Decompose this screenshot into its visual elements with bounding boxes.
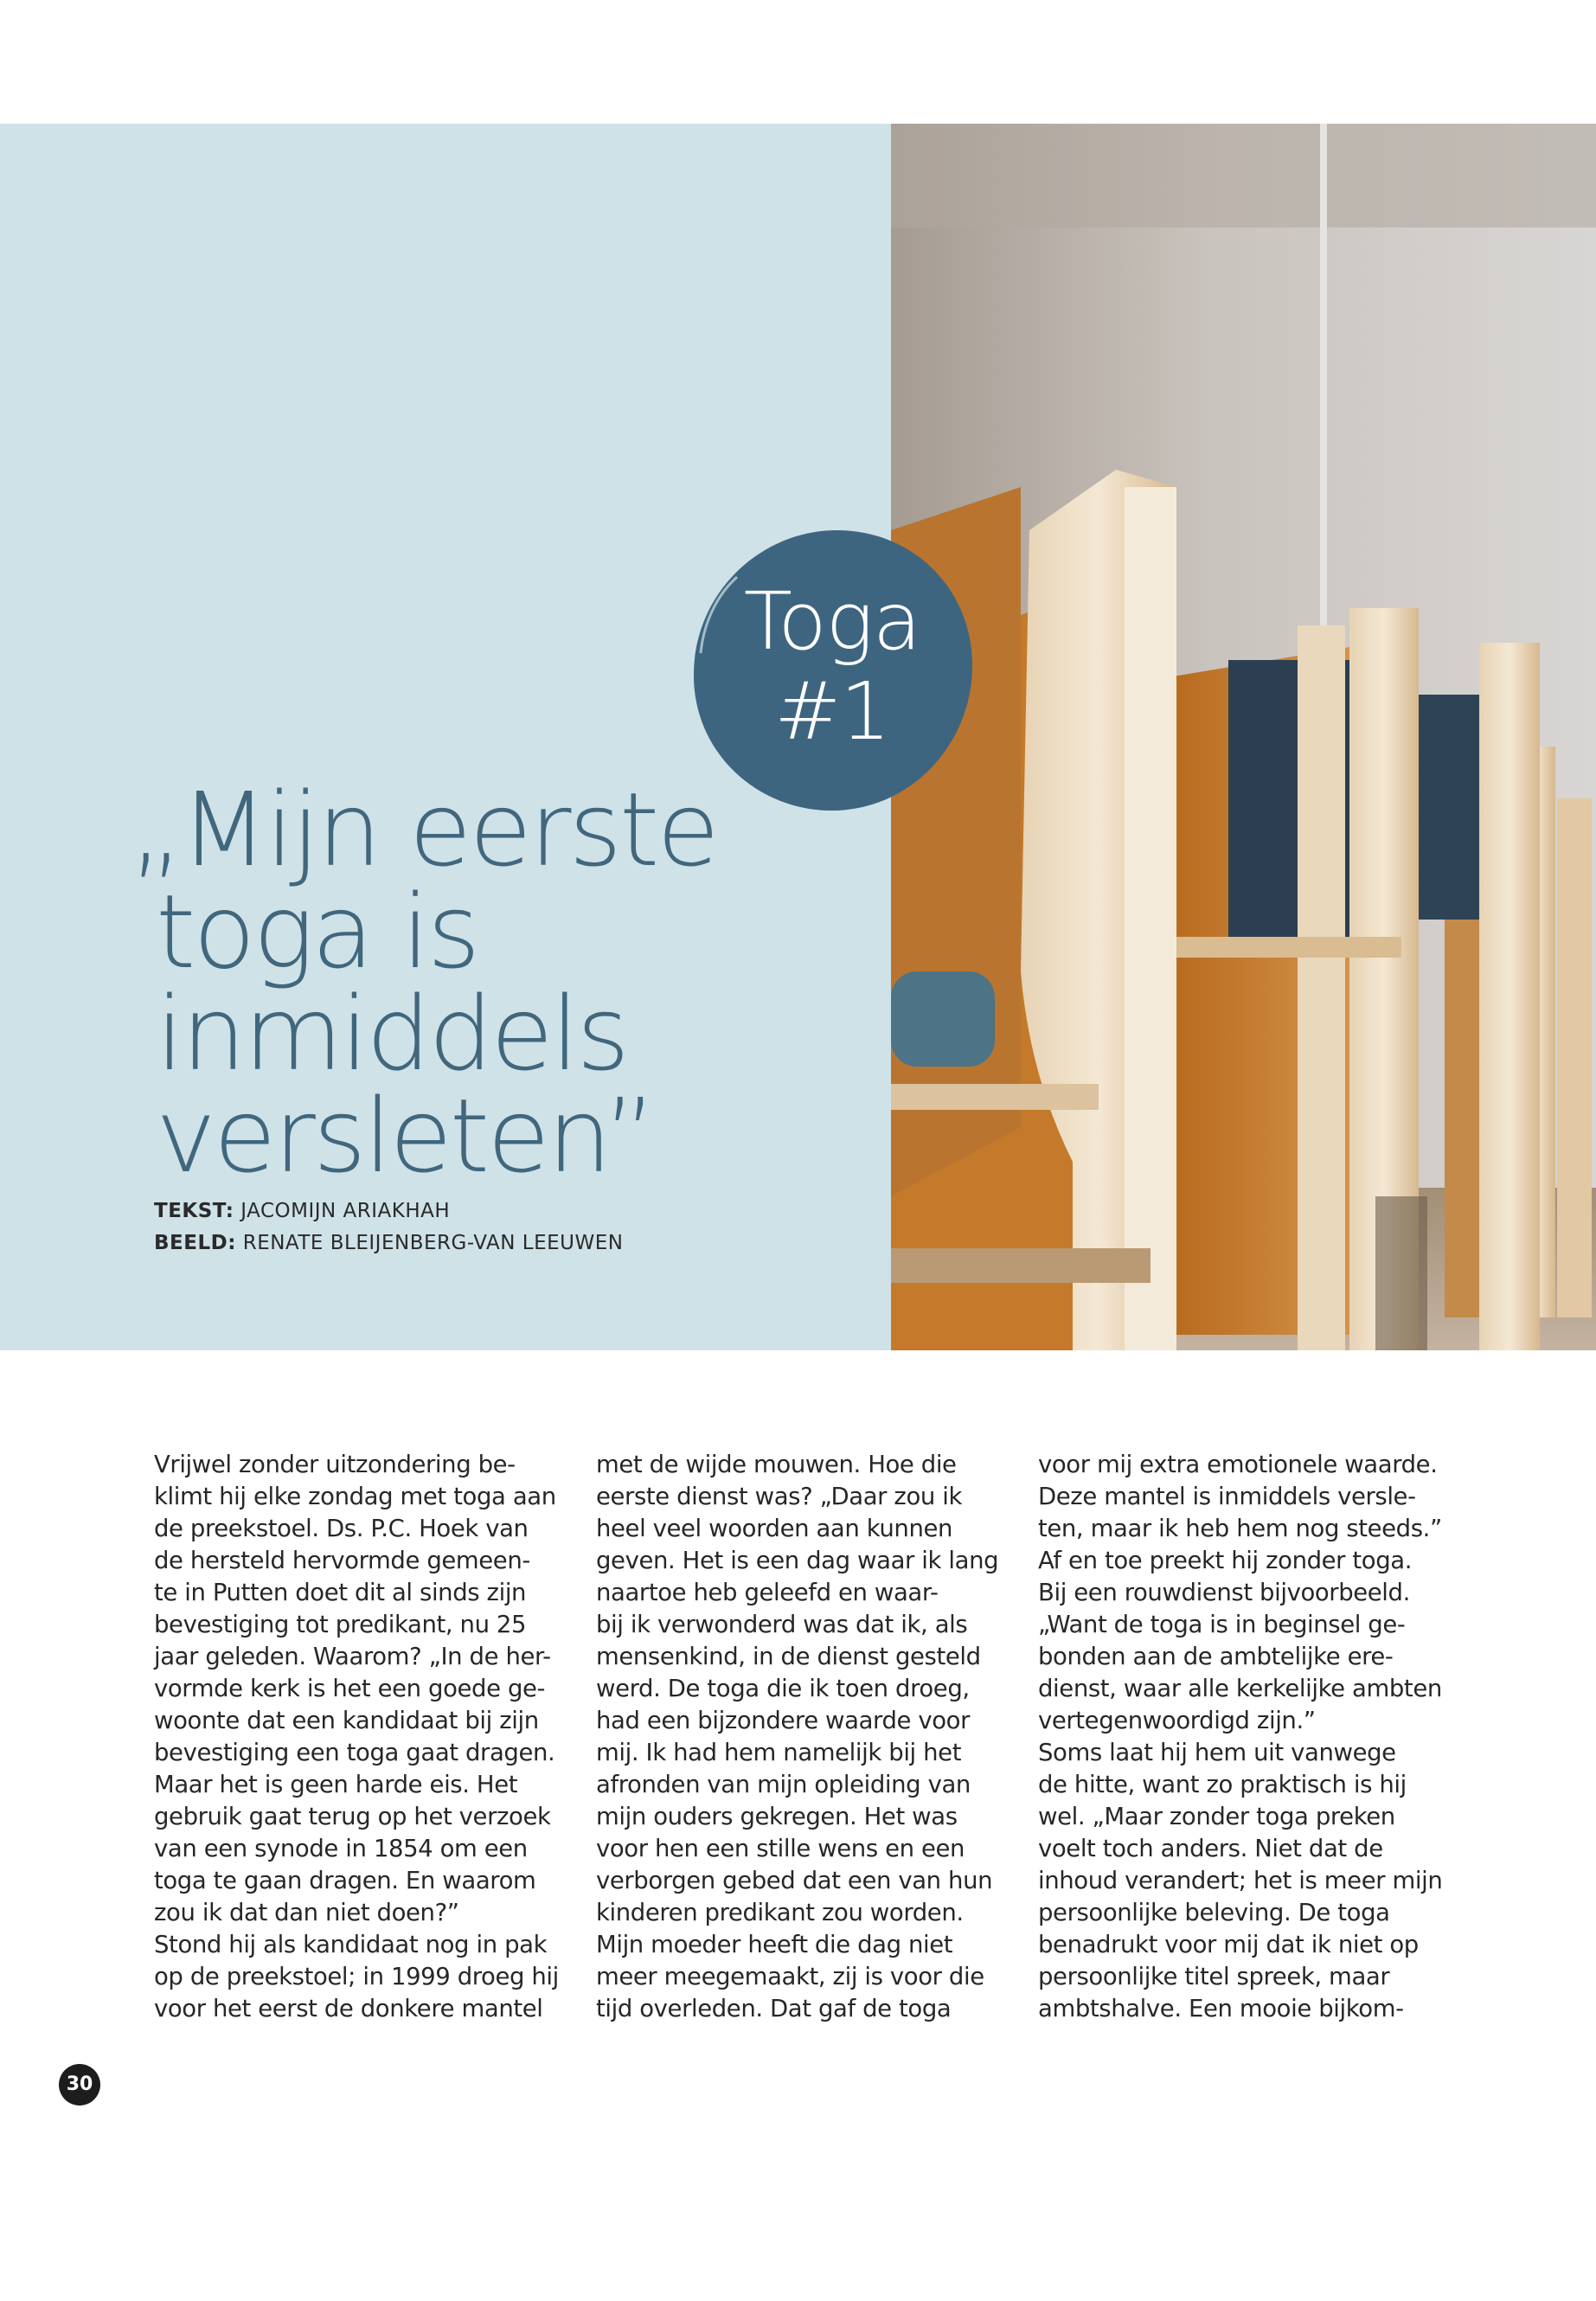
body-line: eerste dienst was? „Daar zou ik (596, 1483, 963, 1510)
body-line: naartoe heb geleefd en waar- (596, 1579, 939, 1606)
body-line: bij ik verwonderd was dat ik, als (596, 1611, 968, 1638)
body-line: meer meegemaakt, zij is voor die (596, 1963, 984, 1990)
body-line: persoonlijke titel spreek, maar (1038, 1963, 1390, 1990)
body-line: Maar het is geen harde eis. Het (154, 1771, 518, 1798)
body-line: werd. De toga die ik toen droeg, (596, 1675, 970, 1702)
body-line: tijd overleden. Dat gaf de toga (596, 1995, 952, 2022)
credit-text-value: JACOMIJN ARIAKHAH (234, 1200, 451, 1222)
badge-line-2: #1 (774, 665, 890, 758)
credit-image (154, 1227, 760, 1259)
credit-image-value: RENATE BLEIJENBERG-VAN LEEUWEN (235, 1232, 624, 1254)
body-line: gebruik gaat terug op het verzoek (154, 1803, 551, 1830)
body-line: voelt toch anders. Niet dat de (1038, 1835, 1383, 1862)
body-line: Bij een rouwdienst bijvoorbeeld. (1038, 1579, 1410, 1606)
body-line: dienst, waar alle kerkelijke ambten (1038, 1675, 1442, 1702)
body-line: inhoud verandert; het is meer mijn (1038, 1867, 1443, 1894)
body-line: persoonlijke beleving. De toga (1038, 1899, 1390, 1926)
body-line: voor mij extra emotionele waarde. (1038, 1451, 1438, 1478)
body-column-1 (154, 1449, 582, 2025)
body-line: Stond hij als kandidaat nog in pak (154, 1931, 548, 1958)
body-line: mijn ouders gekregen. Het was (596, 1803, 958, 1830)
body-line: jaar geleden. Waarom? „In de her- (154, 1643, 551, 1670)
body-line: mensenkind, in de dienst gesteld (596, 1643, 981, 1670)
body-line: op de preekstoel; in 1999 droeg hij (154, 1963, 559, 1990)
body-line: de preekstoel. Ds. P.C. Hoek van (154, 1515, 529, 1542)
credit-text-label: TEKST: (154, 1200, 234, 1222)
article-headline (130, 770, 865, 1195)
body-line: woonte dat een kandidaat bij zijn (154, 1707, 539, 1734)
church-pews-photo (891, 124, 1596, 1350)
body-line: toga te gaan dragen. En waarom (154, 1867, 536, 1894)
body-line: ten, maar ik heb hem nog steeds.” (1038, 1515, 1442, 1542)
body-line: de hersteld hervormde gemeen- (154, 1547, 530, 1574)
badge-line-1: Toga (743, 575, 921, 668)
body-line: wel. „Maar zonder toga preken (1038, 1803, 1395, 1830)
body-line: met de wijde mouwen. Hoe die (596, 1451, 957, 1478)
body-column-2 (596, 1449, 1024, 2025)
headline-line-2: toga is (156, 872, 478, 991)
body-line: „Want de toga is in beginsel ge- (1038, 1611, 1406, 1638)
body-line: mij. Ik had hem namelijk bij het (596, 1739, 962, 1766)
credit-text (154, 1195, 760, 1227)
body-line: Vrijwel zonder uitzondering be- (154, 1451, 516, 1478)
headline-line-4: versleten” (156, 1076, 655, 1195)
body-line: bevestiging een toga gaat dragen. (154, 1739, 555, 1766)
body-line: vertegenwoordigd zijn.” (1038, 1707, 1316, 1734)
body-line: bevestiging tot predikant, nu 25 (154, 1611, 527, 1638)
body-line: verborgen gebed dat een van hun (596, 1867, 993, 1894)
body-line: kinderen predikant zou worden. (596, 1899, 964, 1926)
toga-badge (685, 523, 979, 817)
body-line: klimt hij elke zondag met toga aan (154, 1483, 556, 1510)
body-line: Deze mantel is inmiddels versle- (1038, 1483, 1416, 1510)
body-line: vormde kerk is het een goede ge- (154, 1675, 546, 1702)
body-line: zou ik dat dan niet doen?” (154, 1899, 459, 1926)
body-line: de hitte, want zo praktisch is hij (1038, 1771, 1407, 1798)
body-column-3 (1038, 1449, 1466, 2025)
body-line: te in Putten doet dit al sinds zijn (154, 1579, 527, 1606)
body-line: voor het eerst de donkere mantel (154, 1995, 543, 2022)
body-line: benadrukt voor mij dat ik niet op (1038, 1931, 1419, 1958)
headline-line-1: „Mijn eerste (130, 770, 717, 889)
body-line: had een bijzondere waarde voor (596, 1707, 971, 1734)
body-line: Af en toe preekt hij zonder toga. (1038, 1547, 1413, 1574)
body-line: ambtshalve. Een mooie bijkom- (1038, 1995, 1404, 2022)
body-line: bonden aan de ambtelijke ere- (1038, 1643, 1394, 1670)
body-line: van een synode in 1854 om een (154, 1835, 528, 1862)
body-line: voor hen een stille wens en een (596, 1835, 965, 1862)
page-number-badge: 30 (59, 2064, 100, 2106)
article-credits (154, 1195, 760, 1259)
body-line: Soms laat hij hem uit vanwege (1038, 1739, 1396, 1766)
body-line: geven. Het is een dag waar ik lang (596, 1547, 999, 1574)
body-line: heel veel woorden aan kunnen (596, 1515, 953, 1542)
body-line: afronden van mijn opleiding van (596, 1771, 971, 1798)
body-line: Mijn moeder heeft die dag niet (596, 1931, 953, 1958)
headline-line-3: inmiddels (156, 974, 627, 1093)
credit-image-label: BEELD: (154, 1232, 236, 1254)
